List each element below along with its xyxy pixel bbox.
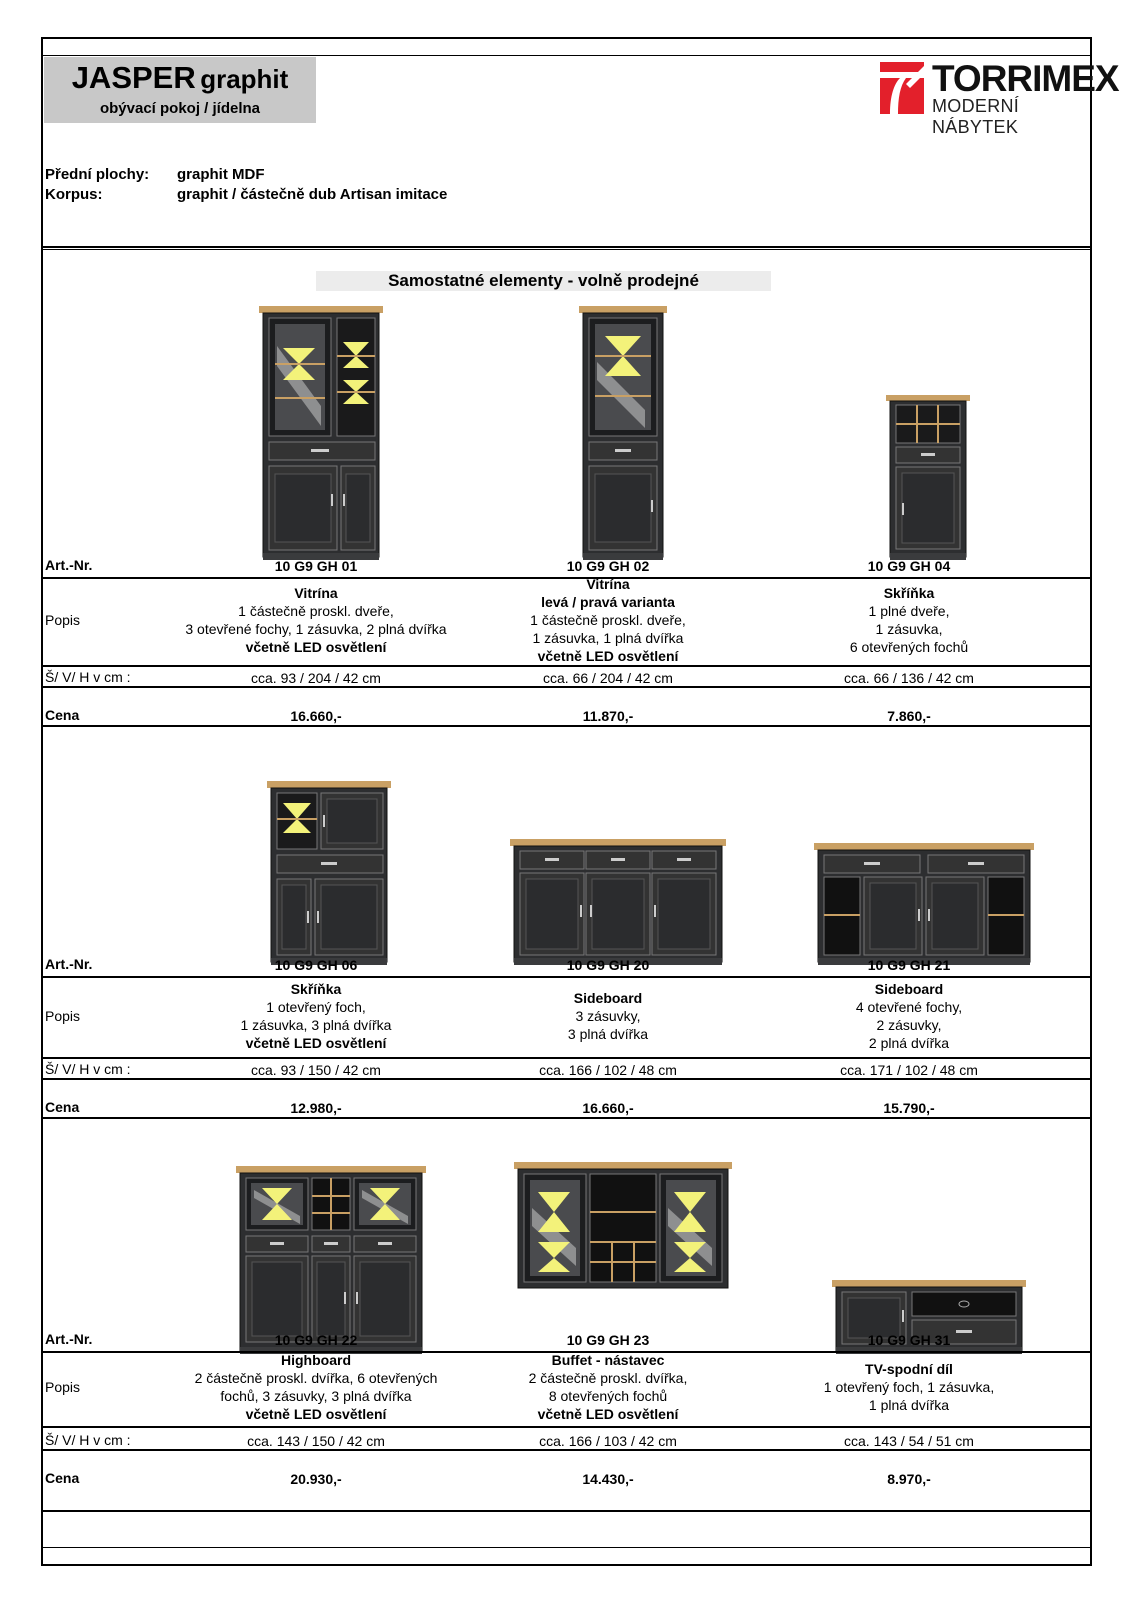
product-price: 8.970,- bbox=[887, 1471, 931, 1487]
product-image-gh22 bbox=[236, 1166, 426, 1354]
art-label: Art.-Nr. bbox=[45, 956, 93, 972]
description-line: TV-spodní díl bbox=[865, 1361, 953, 1377]
description-line: Buffet - nástavec bbox=[551, 1352, 665, 1368]
body-label: Korpus: bbox=[45, 186, 103, 203]
row-rule bbox=[41, 1426, 1092, 1428]
product-size: cca. 143 / 54 / 51 cm bbox=[844, 1433, 974, 1449]
article-number: 10 G9 GH 02 bbox=[566, 558, 650, 574]
section-title: Samostatné elementy - volně prodejné bbox=[316, 271, 771, 291]
product-description bbox=[166, 584, 466, 656]
article-number: 10 G9 GH 22 bbox=[274, 1332, 358, 1348]
row-rule bbox=[41, 1510, 1092, 1512]
product-price: 20.930,- bbox=[290, 1471, 342, 1487]
product-size: cca. 166 / 103 / 42 cm bbox=[539, 1433, 677, 1449]
description-line: 1 zásuvka, 3 plná dvířka bbox=[240, 1017, 392, 1033]
product-description bbox=[759, 980, 1059, 1052]
price-label: Cena bbox=[45, 1470, 80, 1486]
description-line: 4 otevřené fochy, bbox=[855, 999, 963, 1015]
product-image-gh21 bbox=[814, 843, 1034, 965]
description-line: Sideboard bbox=[874, 981, 944, 997]
product-description bbox=[458, 989, 758, 1043]
description-line: 1 zásuvka, 1 plná dvířka bbox=[532, 630, 684, 646]
description-line: 2 plná dvířka bbox=[868, 1035, 950, 1051]
product-image-gh01 bbox=[259, 306, 383, 560]
product-image-gh20 bbox=[510, 839, 726, 965]
description-line: 8 otevřených fochů bbox=[548, 1388, 668, 1404]
article-number: 10 G9 GH 21 bbox=[867, 957, 951, 973]
size-label: Š/ V/ H v cm : bbox=[45, 1432, 131, 1448]
price-label: Cena bbox=[45, 707, 80, 723]
logo-brand: TORRIMEX bbox=[932, 58, 1119, 99]
description-line: 6 otevřených fochů bbox=[849, 639, 969, 655]
description-line: Highboard bbox=[281, 1352, 351, 1368]
popis-label: Popis bbox=[45, 1008, 81, 1024]
page-title bbox=[44, 60, 316, 96]
size-label: Š/ V/ H v cm : bbox=[45, 1061, 131, 1077]
description-line: 1 plné dveře, bbox=[868, 603, 950, 619]
description-line: včetně LED osvětlení bbox=[537, 648, 679, 664]
torrimex-logo bbox=[880, 58, 1119, 137]
title-sub: graphit bbox=[200, 64, 289, 94]
description-line: levá / pravá varianta bbox=[541, 594, 675, 610]
header-rule bbox=[41, 55, 1092, 56]
product-price: 12.980,- bbox=[290, 1100, 342, 1116]
description-line: 1 zásuvka, bbox=[875, 621, 943, 637]
product-price: 14.430,- bbox=[582, 1471, 634, 1487]
product-description bbox=[166, 980, 466, 1052]
product-price: 16.660,- bbox=[290, 708, 342, 724]
row-rule bbox=[41, 976, 1092, 978]
product-description bbox=[458, 1351, 758, 1423]
product-description bbox=[759, 584, 1059, 656]
product-image-gh04 bbox=[886, 395, 970, 560]
row-rule bbox=[41, 1117, 1092, 1119]
size-label: Š/ V/ H v cm : bbox=[45, 669, 131, 685]
popis-label: Popis bbox=[45, 1379, 81, 1395]
title-box bbox=[44, 57, 316, 123]
product-size: cca. 93 / 150 / 42 cm bbox=[251, 1062, 381, 1078]
product-size: cca. 166 / 102 / 48 cm bbox=[539, 1062, 677, 1078]
product-description bbox=[759, 1360, 1059, 1414]
art-label: Art.-Nr. bbox=[45, 1331, 93, 1347]
footer-rule bbox=[41, 1547, 1092, 1548]
description-line: 3 zásuvky, bbox=[575, 1008, 641, 1024]
product-image-gh02 bbox=[579, 306, 667, 560]
popis-label: Popis bbox=[45, 612, 81, 628]
description-line: 3 otevřené fochy, 1 zásuvka, 2 plná dvířka bbox=[185, 621, 447, 637]
torrimex-logo-icon bbox=[880, 62, 924, 114]
description-line: 1 částečně proskl. dveře, bbox=[530, 612, 686, 628]
description-line: 1 otevřený foch, 1 zásuvka, bbox=[823, 1379, 995, 1395]
article-number: 10 G9 GH 04 bbox=[867, 558, 951, 574]
logo-tagline: MODERNÍ NÁBYTEK bbox=[932, 96, 1020, 137]
product-price: 11.870,- bbox=[582, 708, 634, 724]
description-line: 1 otevřený foch, bbox=[266, 999, 366, 1015]
product-price: 16.660,- bbox=[582, 1100, 634, 1116]
front-label: Přední plochy: bbox=[45, 166, 150, 183]
description-line: včetně LED osvětlení bbox=[537, 1406, 679, 1422]
row-rule bbox=[41, 1057, 1092, 1059]
price-label: Cena bbox=[45, 1099, 80, 1115]
article-number: 10 G9 GH 31 bbox=[867, 1332, 951, 1348]
description-line: Vitrína bbox=[294, 585, 338, 601]
description-line: Skříňka bbox=[290, 981, 342, 997]
art-label: Art.-Nr. bbox=[45, 557, 93, 573]
product-description bbox=[166, 1351, 466, 1423]
title-main: JASPER bbox=[71, 60, 196, 95]
article-number: 10 G9 GH 01 bbox=[274, 558, 358, 574]
article-number: 10 G9 GH 06 bbox=[274, 957, 358, 973]
description-line: 2 částečně proskl. dvířka, 6 otevřených bbox=[194, 1370, 438, 1386]
description-line: včetně LED osvětlení bbox=[245, 1406, 387, 1422]
product-price: 7.860,- bbox=[887, 708, 931, 724]
description-line: 3 plná dvířka bbox=[567, 1026, 649, 1042]
description-line: Skříňka bbox=[883, 585, 935, 601]
description-line: včetně LED osvětlení bbox=[245, 1035, 387, 1051]
article-number: 10 G9 GH 23 bbox=[566, 1332, 650, 1348]
product-size: cca. 66 / 136 / 42 cm bbox=[844, 670, 974, 686]
body-value: graphit / částečně dub Artisan imitace bbox=[177, 186, 448, 203]
row-rule bbox=[41, 725, 1092, 727]
description-line: včetně LED osvětlení bbox=[245, 639, 387, 655]
product-image-gh06 bbox=[267, 781, 391, 965]
description-line: 2 zásuvky, bbox=[876, 1017, 942, 1033]
description-line: 2 částečně proskl. dvířka, bbox=[528, 1370, 688, 1386]
description-line: Sideboard bbox=[573, 990, 643, 1006]
article-number: 10 G9 GH 20 bbox=[566, 957, 650, 973]
row-rule bbox=[41, 665, 1092, 667]
header-bottom-rule-2 bbox=[41, 249, 1092, 250]
product-size: cca. 143 / 150 / 42 cm bbox=[247, 1433, 385, 1449]
product-size: cca. 171 / 102 / 48 cm bbox=[840, 1062, 978, 1078]
description-line: 1 plná dvířka bbox=[868, 1397, 950, 1413]
product-price: 15.790,- bbox=[883, 1100, 935, 1116]
product-size: cca. 66 / 204 / 42 cm bbox=[543, 670, 673, 686]
header-bottom-rule bbox=[41, 246, 1092, 248]
front-value: graphit MDF bbox=[177, 166, 265, 183]
product-size: cca. 93 / 204 / 42 cm bbox=[251, 670, 381, 686]
description-line: fochů, 3 zásuvky, 3 plná dvířka bbox=[220, 1388, 412, 1404]
page-subtitle: obývací pokoj / jídelna bbox=[99, 100, 261, 117]
product-description bbox=[458, 575, 758, 665]
product-image-gh23 bbox=[514, 1162, 732, 1288]
description-line: Vitrína bbox=[586, 576, 630, 592]
description-line: 1 částečně proskl. dveře, bbox=[238, 603, 394, 619]
